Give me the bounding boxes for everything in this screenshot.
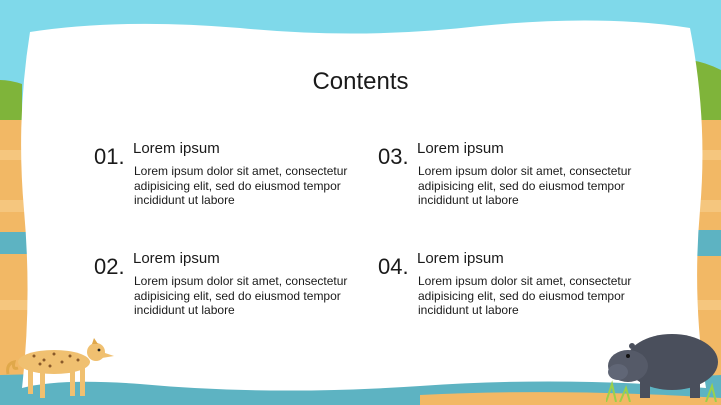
hippo-icon (606, 322, 721, 402)
item-number: 04. (378, 254, 409, 279)
cheetah-icon (4, 334, 122, 402)
content-item-04 (378, 250, 678, 330)
item-text: Lorem ipsum dolor sit amet, consectetur adipisicing elit, sed do eiusmod tempor incididunt ut labore (134, 164, 348, 208)
item-text: Lorem ipsum dolor sit amet, consectetur adipisicing elit, sed do eiusmod tempor incididunt ut labore (418, 274, 632, 318)
content-item-01 (94, 140, 394, 220)
content-item-02 (94, 250, 394, 330)
content-item-03 (378, 140, 678, 220)
item-heading: Lorem ipsum (417, 250, 504, 267)
item-text: Lorem ipsum dolor sit amet, consectetur adipisicing elit, sed do eiusmod tempor incididunt ut labore (134, 274, 348, 318)
item-text: Lorem ipsum dolor sit amet, consectetur adipisicing elit, sed do eiusmod tempor incididunt ut labore (418, 164, 632, 208)
item-heading: Lorem ipsum (133, 140, 220, 157)
item-heading: Lorem ipsum (417, 140, 504, 157)
item-number: 03. (378, 144, 409, 169)
item-number: 02. (94, 254, 125, 279)
item-number: 01. (94, 144, 125, 169)
page-title: Contents (312, 68, 409, 95)
item-heading: Lorem ipsum (133, 250, 220, 267)
